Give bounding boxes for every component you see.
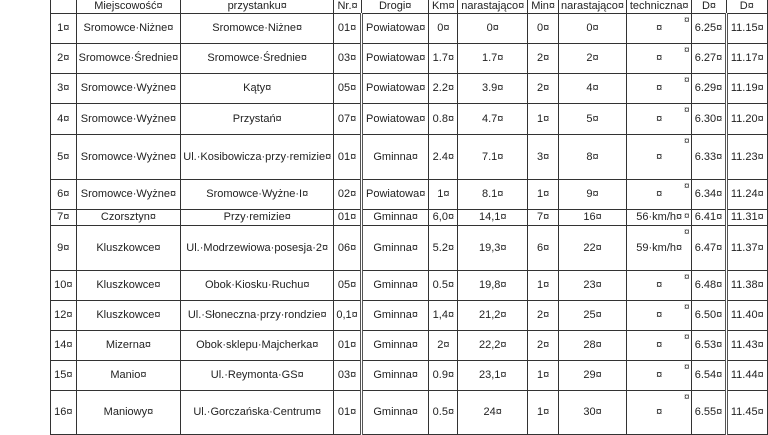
header-cell-d2: D¤ bbox=[726, 0, 767, 14]
row-end-mark: ¤ bbox=[684, 45, 690, 56]
cell-km-nar: 1.7¤ bbox=[458, 44, 528, 74]
cell-d2: 11.45¤ bbox=[726, 391, 767, 435]
cell-km-nar: 14,1¤ bbox=[458, 210, 528, 226]
cell-km: 1.7¤ bbox=[429, 44, 458, 74]
cell-droga: Gminna¤ bbox=[361, 210, 429, 226]
cell-nr: 01¤ bbox=[334, 14, 362, 44]
header-cell-lp bbox=[51, 0, 77, 14]
cell-d2: 11.37¤ bbox=[726, 226, 767, 271]
table-row bbox=[51, 226, 768, 271]
cell-lp: 16¤ bbox=[51, 391, 77, 435]
row-end-mark: ¤ bbox=[684, 211, 690, 222]
row-end-mark: ¤ bbox=[684, 105, 690, 116]
cell-min-nar: 4¤ bbox=[559, 74, 627, 104]
cell-d2: 11.19¤ bbox=[726, 74, 767, 104]
cell-min-nar: 2¤ bbox=[559, 44, 627, 74]
cell-d1: 6.53¤ bbox=[692, 331, 726, 361]
cell-lp: 1¤ bbox=[51, 14, 77, 44]
row-end-mark: ¤ bbox=[684, 227, 690, 238]
cell-nr: 07¤ bbox=[334, 104, 362, 135]
cell-droga: Gminna¤ bbox=[361, 135, 429, 180]
cell-miejscowosc: Manio¤ bbox=[76, 361, 181, 391]
cell-min: 6¤ bbox=[528, 226, 559, 271]
cell-przystanek: Ul.·Reymonta·GS¤ bbox=[181, 361, 334, 391]
cell-miejscowosc: Kluszkowce¤ bbox=[76, 301, 181, 331]
cell-d1: 6.54¤ bbox=[692, 361, 726, 391]
cell-km: 2.2¤ bbox=[429, 74, 458, 104]
header-cell-km: Km¤ bbox=[429, 0, 458, 14]
cell-d1: 6.27¤ bbox=[692, 44, 726, 74]
row-end-mark: ¤ bbox=[684, 136, 690, 147]
cell-d1: 6.48¤ bbox=[692, 271, 726, 301]
header-cell-km-narastajaco: narastająco¤ bbox=[458, 0, 528, 14]
cell-min: 1¤ bbox=[528, 104, 559, 135]
cell-km-nar: 7.1¤ bbox=[458, 135, 528, 180]
cell-min: 1¤ bbox=[528, 361, 559, 391]
cell-km: 0.5¤ bbox=[429, 271, 458, 301]
cell-droga: Powiatowa¤ bbox=[361, 180, 429, 210]
cell-miejscowosc: Czorsztyn¤ bbox=[76, 210, 181, 226]
cell-predkosc: ¤ bbox=[627, 391, 692, 435]
cell-droga: Powiatowa¤ bbox=[361, 74, 429, 104]
cell-nr: 01¤ bbox=[334, 210, 362, 226]
cell-min: 2¤ bbox=[528, 74, 559, 104]
cell-min-nar: 22¤ bbox=[559, 226, 627, 271]
cell-miejscowosc: Sromowce·Niżne¤ bbox=[76, 14, 181, 44]
table-row bbox=[51, 74, 768, 104]
table-row bbox=[51, 331, 768, 361]
table-row bbox=[51, 104, 768, 135]
table-row bbox=[51, 180, 768, 210]
cell-droga: Powiatowa¤ bbox=[361, 104, 429, 135]
cell-km-nar: 3.9¤ bbox=[458, 74, 528, 104]
cell-min: 1¤ bbox=[528, 391, 559, 435]
bus-schedule-table bbox=[50, 0, 768, 435]
cell-km-nar: 23,1¤ bbox=[458, 361, 528, 391]
row-end-mark: ¤ bbox=[684, 15, 690, 26]
cell-min-nar: 29¤ bbox=[559, 361, 627, 391]
cell-predkosc: 59·km/h¤ bbox=[627, 226, 692, 271]
cell-droga: Gminna¤ bbox=[361, 226, 429, 271]
cell-przystanek: Obok·Kiosku·Ruchu¤ bbox=[181, 271, 334, 301]
cell-predkosc: ¤ bbox=[627, 74, 692, 104]
cell-nr: 05¤ bbox=[334, 74, 362, 104]
cell-predkosc: 56·km/h¤ bbox=[627, 210, 692, 226]
header-cell-miejscowosc: Miejscowość¤ bbox=[76, 0, 181, 14]
cell-d1: 6.55¤ bbox=[692, 391, 726, 435]
cell-min-nar: 8¤ bbox=[559, 135, 627, 180]
cell-predkosc: ¤ bbox=[627, 361, 692, 391]
header-cell-min-narastajaco: narastająco¤ bbox=[559, 0, 627, 14]
cell-lp: 5¤ bbox=[51, 135, 77, 180]
cell-min: 3¤ bbox=[528, 135, 559, 180]
cell-lp: 2¤ bbox=[51, 44, 77, 74]
cell-km: 2¤ bbox=[429, 331, 458, 361]
cell-km: 0.9¤ bbox=[429, 361, 458, 391]
cell-miejscowosc: Sromowce·Wyżne¤ bbox=[76, 104, 181, 135]
cell-d2: 11.24¤ bbox=[726, 180, 767, 210]
cell-km: 1¤ bbox=[429, 180, 458, 210]
cell-predkosc: ¤ bbox=[627, 271, 692, 301]
cell-min: 0¤ bbox=[528, 14, 559, 44]
table-row bbox=[51, 391, 768, 435]
cell-lp: 6¤ bbox=[51, 180, 77, 210]
cell-przystanek: Ul.·Gorczańska·Centrum¤ bbox=[181, 391, 334, 435]
header-cell-min: Min¤ bbox=[528, 0, 559, 14]
row-end-mark: ¤ bbox=[684, 272, 690, 283]
cell-nr: 06¤ bbox=[334, 226, 362, 271]
cell-przystanek: Sromowce·Niżne¤ bbox=[181, 14, 334, 44]
header-cell-przystanek: przystanku¤ bbox=[181, 0, 334, 14]
cell-d1: 6.34¤ bbox=[692, 180, 726, 210]
cell-km: 0.8¤ bbox=[429, 104, 458, 135]
cell-predkosc: ¤ bbox=[627, 135, 692, 180]
cell-d1: 6.33¤ bbox=[692, 135, 726, 180]
header-cell-droga: Drogi¤ bbox=[361, 0, 429, 14]
cell-km-nar: 19,8¤ bbox=[458, 271, 528, 301]
cell-min: 1¤ bbox=[528, 180, 559, 210]
cell-miejscowosc: Sromowce·Średnie¤ bbox=[76, 44, 181, 74]
cell-min: 2¤ bbox=[528, 301, 559, 331]
cell-km-nar: 0¤ bbox=[458, 14, 528, 44]
cell-lp: 12¤ bbox=[51, 301, 77, 331]
table-row bbox=[51, 14, 768, 44]
cell-przystanek: Przystań¤ bbox=[181, 104, 334, 135]
cell-min-nar: 5¤ bbox=[559, 104, 627, 135]
cell-d1: 6.29¤ bbox=[692, 74, 726, 104]
cell-d2: 11.20¤ bbox=[726, 104, 767, 135]
cell-lp: 7¤ bbox=[51, 210, 77, 226]
cell-km-nar: 19,3¤ bbox=[458, 226, 528, 271]
cell-predkosc: ¤ bbox=[627, 44, 692, 74]
cell-predkosc: ¤ bbox=[627, 301, 692, 331]
cell-nr: 01¤ bbox=[334, 331, 362, 361]
cell-d2: 11.40¤ bbox=[726, 301, 767, 331]
cell-d1: 6.50¤ bbox=[692, 301, 726, 331]
cell-km-nar: 24¤ bbox=[458, 391, 528, 435]
cell-miejscowosc: Mizerna¤ bbox=[76, 331, 181, 361]
cell-d2: 11.23¤ bbox=[726, 135, 767, 180]
cell-min-nar: 25¤ bbox=[559, 301, 627, 331]
cell-nr: 02¤ bbox=[334, 180, 362, 210]
cell-droga: Gminna¤ bbox=[361, 301, 429, 331]
row-end-mark: ¤ bbox=[684, 181, 690, 192]
table-row bbox=[51, 210, 768, 226]
cell-miejscowosc: Sromowce·Wyżne¤ bbox=[76, 135, 181, 180]
cell-miejscowosc: Maniowy¤ bbox=[76, 391, 181, 435]
cell-lp: 14¤ bbox=[51, 331, 77, 361]
cell-predkosc: ¤ bbox=[627, 180, 692, 210]
cell-min-nar: 28¤ bbox=[559, 331, 627, 361]
cell-min-nar: 30¤ bbox=[559, 391, 627, 435]
cell-miejscowosc: Kluszkowce¤ bbox=[76, 226, 181, 271]
row-end-mark: ¤ bbox=[684, 332, 690, 343]
cell-min-nar: 0¤ bbox=[559, 14, 627, 44]
cell-km: 1,4¤ bbox=[429, 301, 458, 331]
table-row bbox=[51, 361, 768, 391]
cell-km: 5.2¤ bbox=[429, 226, 458, 271]
cell-przystanek: Ul.·Słoneczna·przy·rondzie¤ bbox=[181, 301, 334, 331]
cell-predkosc: ¤ bbox=[627, 104, 692, 135]
cell-min-nar: 9¤ bbox=[559, 180, 627, 210]
cell-d2: 11.15¤ bbox=[726, 14, 767, 44]
cell-droga: Powiatowa¤ bbox=[361, 14, 429, 44]
cell-min: 2¤ bbox=[528, 44, 559, 74]
header-row bbox=[51, 0, 768, 14]
header-cell-predkosc: techniczna¤ bbox=[627, 0, 692, 14]
cell-przystanek: Kąty¤ bbox=[181, 74, 334, 104]
row-end-mark: ¤ bbox=[684, 392, 690, 403]
cell-nr: 0,1¤ bbox=[334, 301, 362, 331]
cell-min: 7¤ bbox=[528, 210, 559, 226]
table-row bbox=[51, 301, 768, 331]
row-end-mark: ¤ bbox=[684, 362, 690, 373]
cell-droga: Gminna¤ bbox=[361, 361, 429, 391]
cell-predkosc: ¤ bbox=[627, 14, 692, 44]
cell-droga: Gminna¤ bbox=[361, 331, 429, 361]
cell-min-nar: 23¤ bbox=[559, 271, 627, 301]
cell-droga: Powiatowa¤ bbox=[361, 44, 429, 74]
cell-miejscowosc: Sromowce·Wyżne¤ bbox=[76, 180, 181, 210]
header-cell-d1: D¤ bbox=[692, 0, 726, 14]
cell-km: 0.5¤ bbox=[429, 391, 458, 435]
cell-lp: 3¤ bbox=[51, 74, 77, 104]
cell-d2: 11.31¤ bbox=[726, 210, 767, 226]
cell-nr: 03¤ bbox=[334, 44, 362, 74]
cell-min: 1¤ bbox=[528, 271, 559, 301]
cell-droga: Gminna¤ bbox=[361, 391, 429, 435]
cell-predkosc: ¤ bbox=[627, 331, 692, 361]
cell-droga: Gminna¤ bbox=[361, 271, 429, 301]
cell-d2: 11.44¤ bbox=[726, 361, 767, 391]
table-row bbox=[51, 44, 768, 74]
cell-d2: 11.17¤ bbox=[726, 44, 767, 74]
table-row bbox=[51, 135, 768, 180]
cell-przystanek: Przy·remizie¤ bbox=[181, 210, 334, 226]
cell-km-nar: 8.1¤ bbox=[458, 180, 528, 210]
header-cell-nr: Nr.¤ bbox=[334, 0, 362, 14]
cell-min-nar: 16¤ bbox=[559, 210, 627, 226]
cell-d2: 11.38¤ bbox=[726, 271, 767, 301]
cell-km-nar: 22,2¤ bbox=[458, 331, 528, 361]
cell-przystanek: Sromowce·Wyżne·I¤ bbox=[181, 180, 334, 210]
cell-km-nar: 4.7¤ bbox=[458, 104, 528, 135]
cell-nr: 05¤ bbox=[334, 271, 362, 301]
cell-nr: 03¤ bbox=[334, 361, 362, 391]
cell-nr: 01¤ bbox=[334, 135, 362, 180]
cell-d1: 6.47¤ bbox=[692, 226, 726, 271]
cell-przystanek: Ul.·Kosibowicza·przy·remizie¤ bbox=[181, 135, 334, 180]
cell-przystanek: Obok·sklepu·Majcherka¤ bbox=[181, 331, 334, 361]
cell-d1: 6.41¤ bbox=[692, 210, 726, 226]
cell-d1: 6.25¤ bbox=[692, 14, 726, 44]
cell-miejscowosc: Sromowce·Wyżne¤ bbox=[76, 74, 181, 104]
cell-lp: 10¤ bbox=[51, 271, 77, 301]
cell-miejscowosc: Kluszkowce¤ bbox=[76, 271, 181, 301]
cell-przystanek: Sromowce·Średnie¤ bbox=[181, 44, 334, 74]
cell-km-nar: 21,2¤ bbox=[458, 301, 528, 331]
cell-nr: 01¤ bbox=[334, 391, 362, 435]
cell-d1: 6.30¤ bbox=[692, 104, 726, 135]
cell-km: 6,0¤ bbox=[429, 210, 458, 226]
cell-przystanek: Ul.·Modrzewiowa·posesja·2¤ bbox=[181, 226, 334, 271]
cell-min: 2¤ bbox=[528, 331, 559, 361]
cell-d2: 11.43¤ bbox=[726, 331, 767, 361]
row-end-mark: ¤ bbox=[684, 75, 690, 86]
cell-lp: 9¤ bbox=[51, 226, 77, 271]
table-row bbox=[51, 271, 768, 301]
row-end-mark: ¤ bbox=[684, 302, 690, 313]
cell-lp: 15¤ bbox=[51, 361, 77, 391]
cell-km: 0¤ bbox=[429, 14, 458, 44]
cell-km: 2.4¤ bbox=[429, 135, 458, 180]
cell-lp: 4¤ bbox=[51, 104, 77, 135]
